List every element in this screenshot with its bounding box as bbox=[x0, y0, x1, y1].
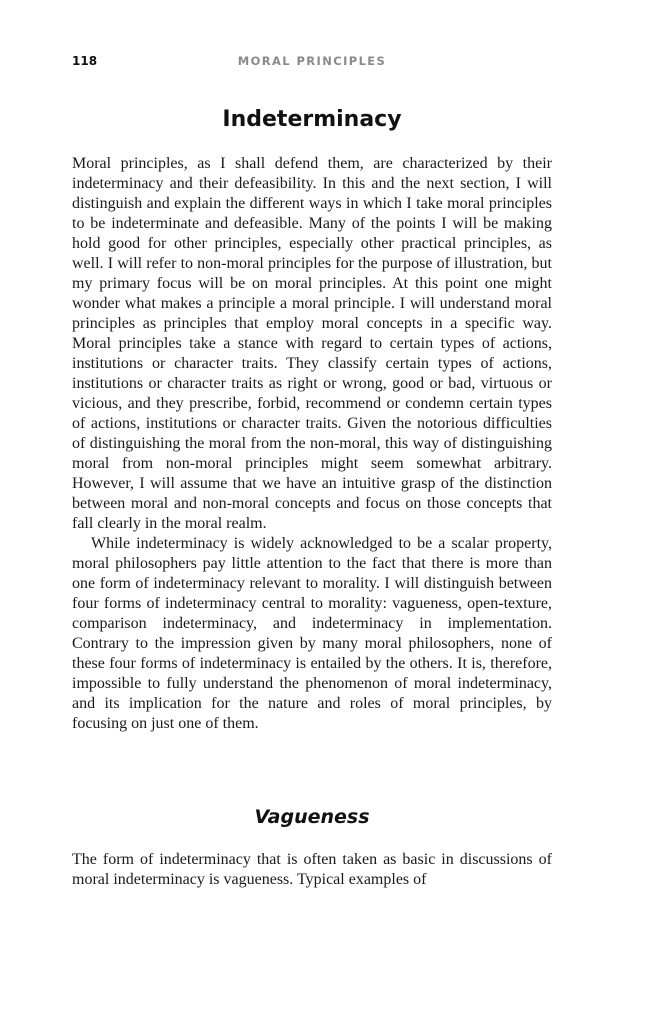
running-title: MORAL PRINCIPLES bbox=[237, 54, 387, 68]
paragraph: The form of indeterminacy that is often taken as basic in discussions of moral indeterminacy is vagueness. Typical examples of bbox=[72, 851, 552, 888]
paragraph: Moral principles, as I shall defend them, are characterized by their indeterminacy and their defeasibility. In this and the next section, I will distinguish and explain the different ways in which I take moral principles to be indeterminate and defeasible. Many of the points I will be making hold good for other principles, especially other practical principles, as well. I will refer to non-moral principles for the purpose of illustration, but my primary focus will be on moral principles. At this point one might wonder what makes a principle a moral principle. I will understand moral principles as principles that employ moral concepts in a specific way. Moral principles take a stance with regard to certain types of actions, institutions or character traits. They classify certain types of actions, institutions or character traits as right or wrong, good or bad, virtuous or vicious, and they prescribe, forbid, recommend or condemn certain types of actions, institutions or character traits. Given the notorious difficulties of distinguishing the moral from the non-moral, this way of distinguishing moral from non-moral principles might seem somewhat arbitrary. However, I will assume that we have an intuitive grasp of the distinction between moral and non-moral concepts and focus on those concepts that fall clearly in the moral realm. bbox=[72, 155, 552, 532]
section-heading-vagueness: Vagueness bbox=[254, 806, 370, 828]
section-body-vagueness bbox=[72, 850, 552, 890]
section-heading-indeterminacy: Indeterminacy bbox=[222, 107, 402, 132]
page-number: 118 bbox=[72, 54, 98, 68]
running-head bbox=[72, 54, 552, 72]
section-body-indeterminacy bbox=[72, 154, 552, 734]
paragraph: While indeterminacy is widely acknowledged to be a scalar property, moral philosophers pay little attention to the fact that there is more than one form of indeterminacy relevant to morality. I will distinguish between four forms of indeterminacy central to morality: vagueness, open-texture, comparison indeterminacy, and indeterminacy in implementation. Contrary to the impression given by many moral philosophers, none of these four forms of indeterminacy is entailed by the others. It is, therefore, impossible to fully understand the phenomenon of moral indeterminacy, and its implication for the nature and roles of moral principles, by focusing on just one of them. bbox=[72, 535, 552, 732]
